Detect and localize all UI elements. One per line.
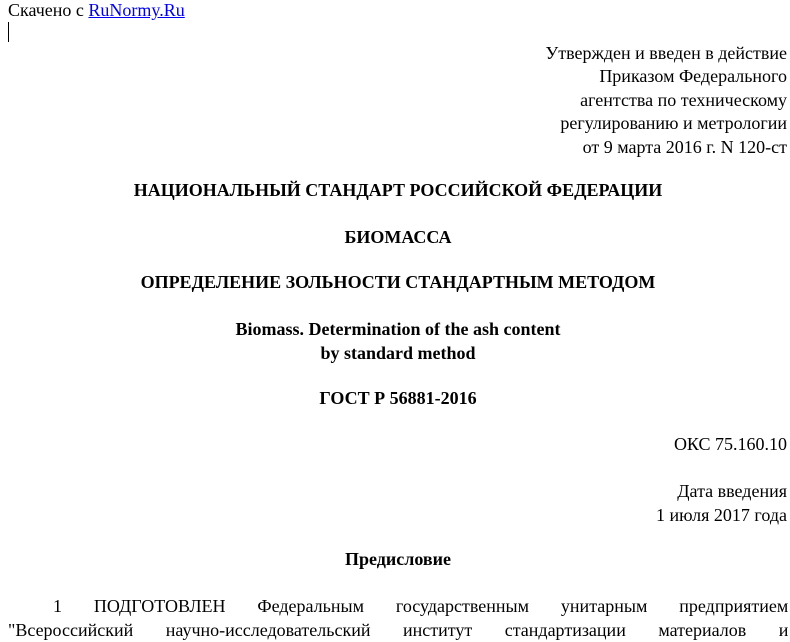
product-title: БИОМАССА <box>344 227 452 247</box>
gost-number: ГОСТ Р 56881-2016 <box>319 388 477 408</box>
source-prefix: Скачено с <box>8 0 89 20</box>
introduction-date-label: Дата введения <box>677 481 787 501</box>
paragraph-line: 1 ПОДГОТОВЛЕН Федеральным государственным унитарным предприятием <box>53 596 789 616</box>
approval-line: Утвержден и введен в действие <box>545 43 787 63</box>
preface-paragraph <box>8 594 788 642</box>
introduction-date-block <box>656 480 787 527</box>
source-link[interactable]: RuNormy.Ru <box>88 0 185 20</box>
approval-block <box>545 42 787 159</box>
approval-line: агентства по техническому <box>580 89 787 110</box>
oks-code: ОКС 75.160.10 <box>673 434 787 454</box>
introduction-date-value: 1 июля 2017 года <box>656 504 787 525</box>
english-title-line: Biomass. Determination of the ash content <box>235 319 561 339</box>
paragraph-line: "Всероссийский научно-исследовательский институт стандартизации материалов и <box>8 620 789 640</box>
english-title-line: by standard method <box>320 342 476 363</box>
source-line <box>8 0 185 21</box>
english-title <box>0 318 790 365</box>
approval-line: регулированию и метрологии <box>560 113 787 134</box>
method-title: ОПРЕДЕЛЕНИЕ ЗОЛЬНОСТИ СТАНДАРТНЫМ МЕТОДОМ <box>140 272 656 292</box>
approval-line: Приказом Федерального <box>599 66 787 87</box>
preface-heading: Предисловие <box>345 549 451 569</box>
text-cursor <box>8 22 9 42</box>
national-standard-title: НАЦИОНАЛЬНЫЙ СТАНДАРТ РОССИЙСКОЙ ФЕДЕРАЦИИ <box>133 180 663 200</box>
approval-line: от 9 марта 2016 г. N 120-ст <box>582 136 787 157</box>
